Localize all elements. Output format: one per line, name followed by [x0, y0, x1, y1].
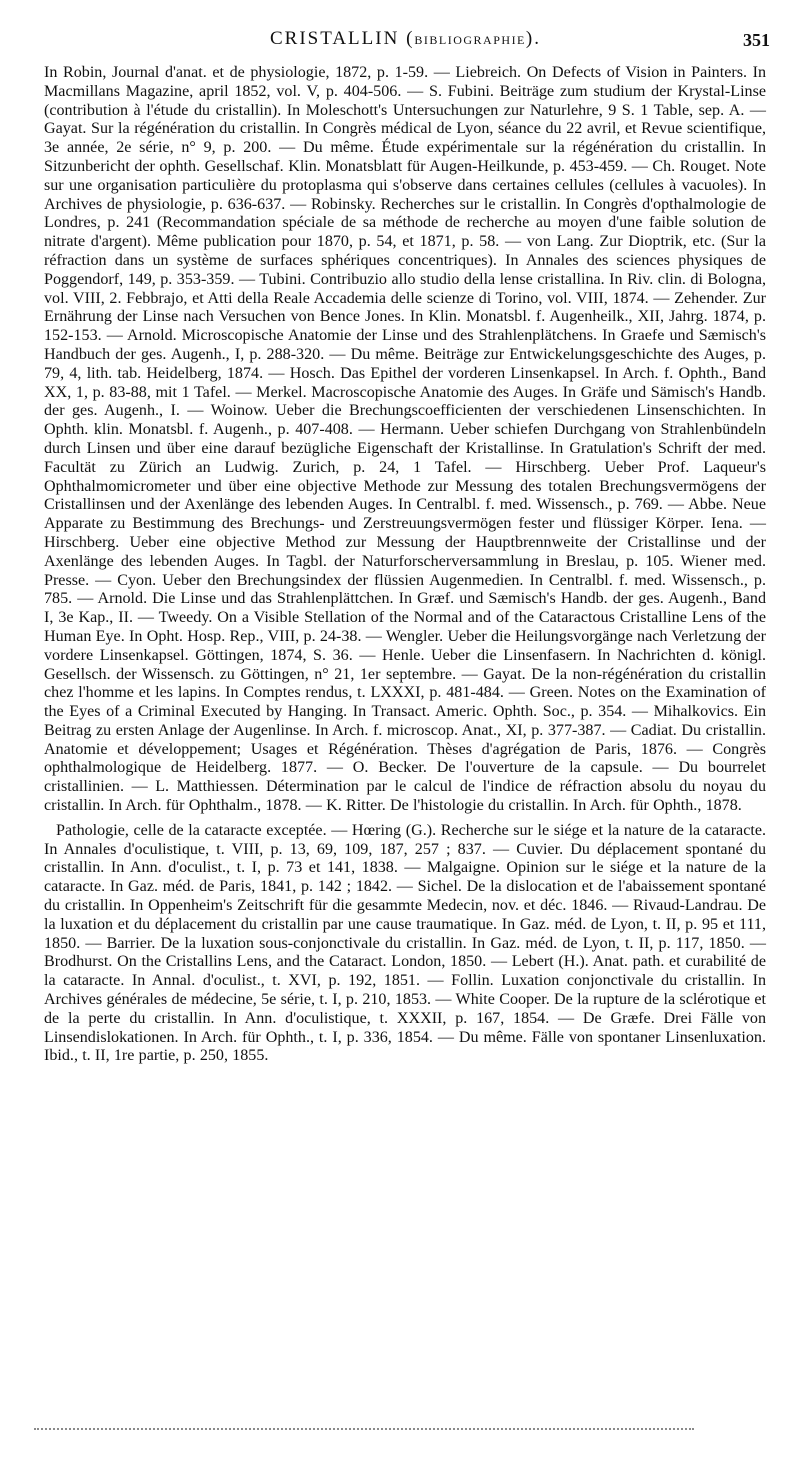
bibliography-paragraph-physiology: In Robin, Journal d'anat. et de physiologie, 1872, p. 1-59. — Liebreich. On Defects of Vision in Painters. In Macmillans Magazine, april 1852, vol. V, p. 404-506. — S. Fubini. Beiträge zum studium der Krystal-Linse (contribution à l'étude du cristallin). In Moleschott's Untersuchungen zur Naturlehre, 9 S. 1 Table, sep. A. — Gayat. Sur la régénération du cristallin. In Congrès médical de Lyon, séance du 22 avril, et Revue scientifique, 3e année, 2e série, n° 9, p. 200. — Du même. Étude expérimentale sur la régénération du cristallin. In Sitzunbericht der ophth. Gesellschaf. Klin. Monatsblatt für Augen-Heilkunde, p. 453-459. — Ch. Rouget. Note sur une organisation particulière du protoplasma qui s'observe dans certaines cellules (cellules à vacuoles). In Archives de physiologie, p. 636-637. — Robinsky. Recherches sur le cristallin. In Congrès d'opthalmologie de Londres, p. 241 (Recommandation spéciale de sa méthode de recherche au moyen d'une faible solution de nitrate d'argent). Même publication pour 1870, p. 54, et 1871, p. 58. — von Lang. Zur Dioptrik, etc. (Sur la réfraction dans un système de surfaces sphériques concentriques). In Annales des sciences physiques de Poggendorf, 149, p. 353-359. — Tubini. Contribuzio allo studio della lense cristallina. In Riv. clin. di Bologna, vol. VIII, 2. Febbrajo, et Atti della Reale Accademia delle scienze di Torino, vol. VIII, 1874. — Zehender. Zur Ernährung der Linse nach Versuchen von Bence Jones. In Klin. Monatsbl. f. Augenheilk., XII, Jahrg. 1874, p. 152-153. — Arnold. Microscopische Anatomie der Linse und des Strahlenplätchens. In Graefe und Sæmisch's Handbuch der ges. Augenh., I, p. 288-320. — Du même. Beiträge zur Entwickelungsgeschichte des Auges, p. 79, 4, lith. tab. Heidelberg, 1874. — Hosch. Das Epithel der vorderen Linsenkapsel. In Arch. f. Ophth., Band XX, 1, p. 83-88, mit 1 Tafel. — Merkel. Macroscopische Anatomie des Auges. In Gräfe und Sämisch's Handb. der ges. Augenh., I. — Woinow. Ueber die Brechungscoefficienten der verschiedenen Linsenschichten. In Ophth. klin. Monatsbl. f. Augenh., p. 407-408. — Hermann. Ueber schiefen Durchgang von Strahlenbündeln durch Linsen und über eine darauf bezügliche Eigenschaft der Kristallinse. In Gratulation's Schrift der med. Facultät zu Zürich an Ludwig. Zurich, p. 24, 1 Tafel. — Hirschberg. Ueber Prof. Laqueur's Ophthalmomicrometer und über eine objective Methode zur Messung des totalen Brechungsvermögens der Cristallinsen und der Axenlänge des lebenden Auges. In Centralbl. f. med. Wissensch., p. 769. — Abbe. Neue Apparate zu Bestimmung des Brechungs- und Zerstreuungsvermögen fester und flüssiger Körper. Iena. — Hirschberg. Ueber eine objective Method zur Messung der Hauptbrennweite der Cristallinse und der Axenlänge des lebenden Auges. In Tagbl. der Naturforscherversammlung in Breslau, p. 105. Wiener med. Presse. — Cyon. Ueber den Brechungsindex der flüssien Augenmedien. In Centralbl. f. med. Wissensch., p. 785. — Arnold. Die Linse und das Strahlenplättchen. In Græf. und Sæmisch's Handb. der ges. Augenh., Band I, 3e Kap., II. — Tweedy. On a Visible Stellation of the Normal and of the Cataractous Cristalline Lens of the Human Eye. In Opht. Hosp. Rep., VIII, p. 24-38. — Wengler. Ueber die Heilungsvorgänge nach Verletzung der vordere Linsenkapsel. Göttingen, 1874, S. 36. — Henle. Ueber die Linsenfasern. In Nachrichten d. königl. Gesellsch. der Wissensch. zu Göttingen, n° 21, 1er septembre. — Gayat. De la non-régénération du cristallin chez l'homme et les lapins. In Comptes rendus, t. LXXXI, p. 481-484. — Green. Notes on the Examination of the Eyes of a Criminal Executed by Hanging. In Transact. Americ. Ophth. Soc., p. 354. — Mihalkovics. Ein Beitrag zu ersten Anlage der Augenlinse. In Arch. f. microscop. Anat., XI, p. 377-387. — Cadiat. Du cristallin. Anatomie et développement; Usages et Régénération. Thèses d'agrégation de Paris, 1876. — Congrès ophthalmologique de Heidelberg. 1877. — O. Becker. De l'ouverture de la capsule. — Du bourrelet cristallinien. — L. Matthiessen. Détermination par le calcul de l'indice de réfraction absolu du noyau du cristallin. In Arch. für Ophthalm., 1878. — K. Ritter. De l'histologie du cristallin. In Arch. für Ophth., 1878. — [44, 64, 766, 815]
bibliography-paragraph-pathology: Pathologie, celle de la cataracte exceptée. — Hœring (G.). Recherche sur le siége et la nature de la cataracte. In Annales d'oculistique, t. VIII, p. 13, 69, 109, 187, 257 ; 837. — Cuvier. Du déplacement spontané du cristallin. In Ann. d'oculist., t. I, p. 73 et 141, 1838. — Malgaigne. Opinion sur le siége et la nature de la cataracte. In Gaz. méd. de Paris, 1841, p. 142 ; 1842. — Sichel. De la dislocation et de l'abaissement spontané du cristallin. In Oppenheim's Zeitschrift für die gesammte Medecin, nov. et déc. 1846. — Rivaud-Landrau. De la luxation et du déplacement du cristallin par une cause traumatique. In Gaz. méd. de Lyon, t. II, p. 95 et 111, 1850. — Barrier. De la luxation sous-conjonctivale du cristallin. In Gaz. méd. de Lyon, t. II, p. 117, 1850. — Brodhurst. On the Cristallins Lens, and the Cataract. London, 1850. — Lebert (H.). Anat. path. et curabilité de la cataracte. In Annal. d'oculist., t. XVI, p. 192, 1851. — Follin. Luxation conjonctivale du cristallin. In Archives générales de médecine, 5e série, t. I, p. 210, 1853. — White Cooper. De la rupture de la sclérotique et de la perte du cristallin. In Ann. d'oculistique, t. XXXII, p. 167, 1854. — De Græfe. Drei Fälle von Linsendislokationen. In Arch. für Ophth., t. I, p. 336, 1854. — Du même. Fälle von spontaner Linsenluxation. Ibid., t. II, 1re partie, p. 250, 1855. — [44, 821, 766, 1065]
title-main: CRISTALLIN — [270, 28, 400, 49]
page-header — [270, 28, 770, 56]
title-paren-open: ( — [399, 28, 415, 49]
title-subtitle: BIBLIOGRAPHIE — [414, 33, 526, 47]
title-paren-close: ). — [525, 28, 541, 49]
page-number: 351 — [743, 30, 770, 50]
footer-rule — [34, 1428, 694, 1430]
document-page — [44, 28, 770, 1072]
bibliography-body — [44, 64, 766, 1066]
running-title — [270, 28, 541, 50]
